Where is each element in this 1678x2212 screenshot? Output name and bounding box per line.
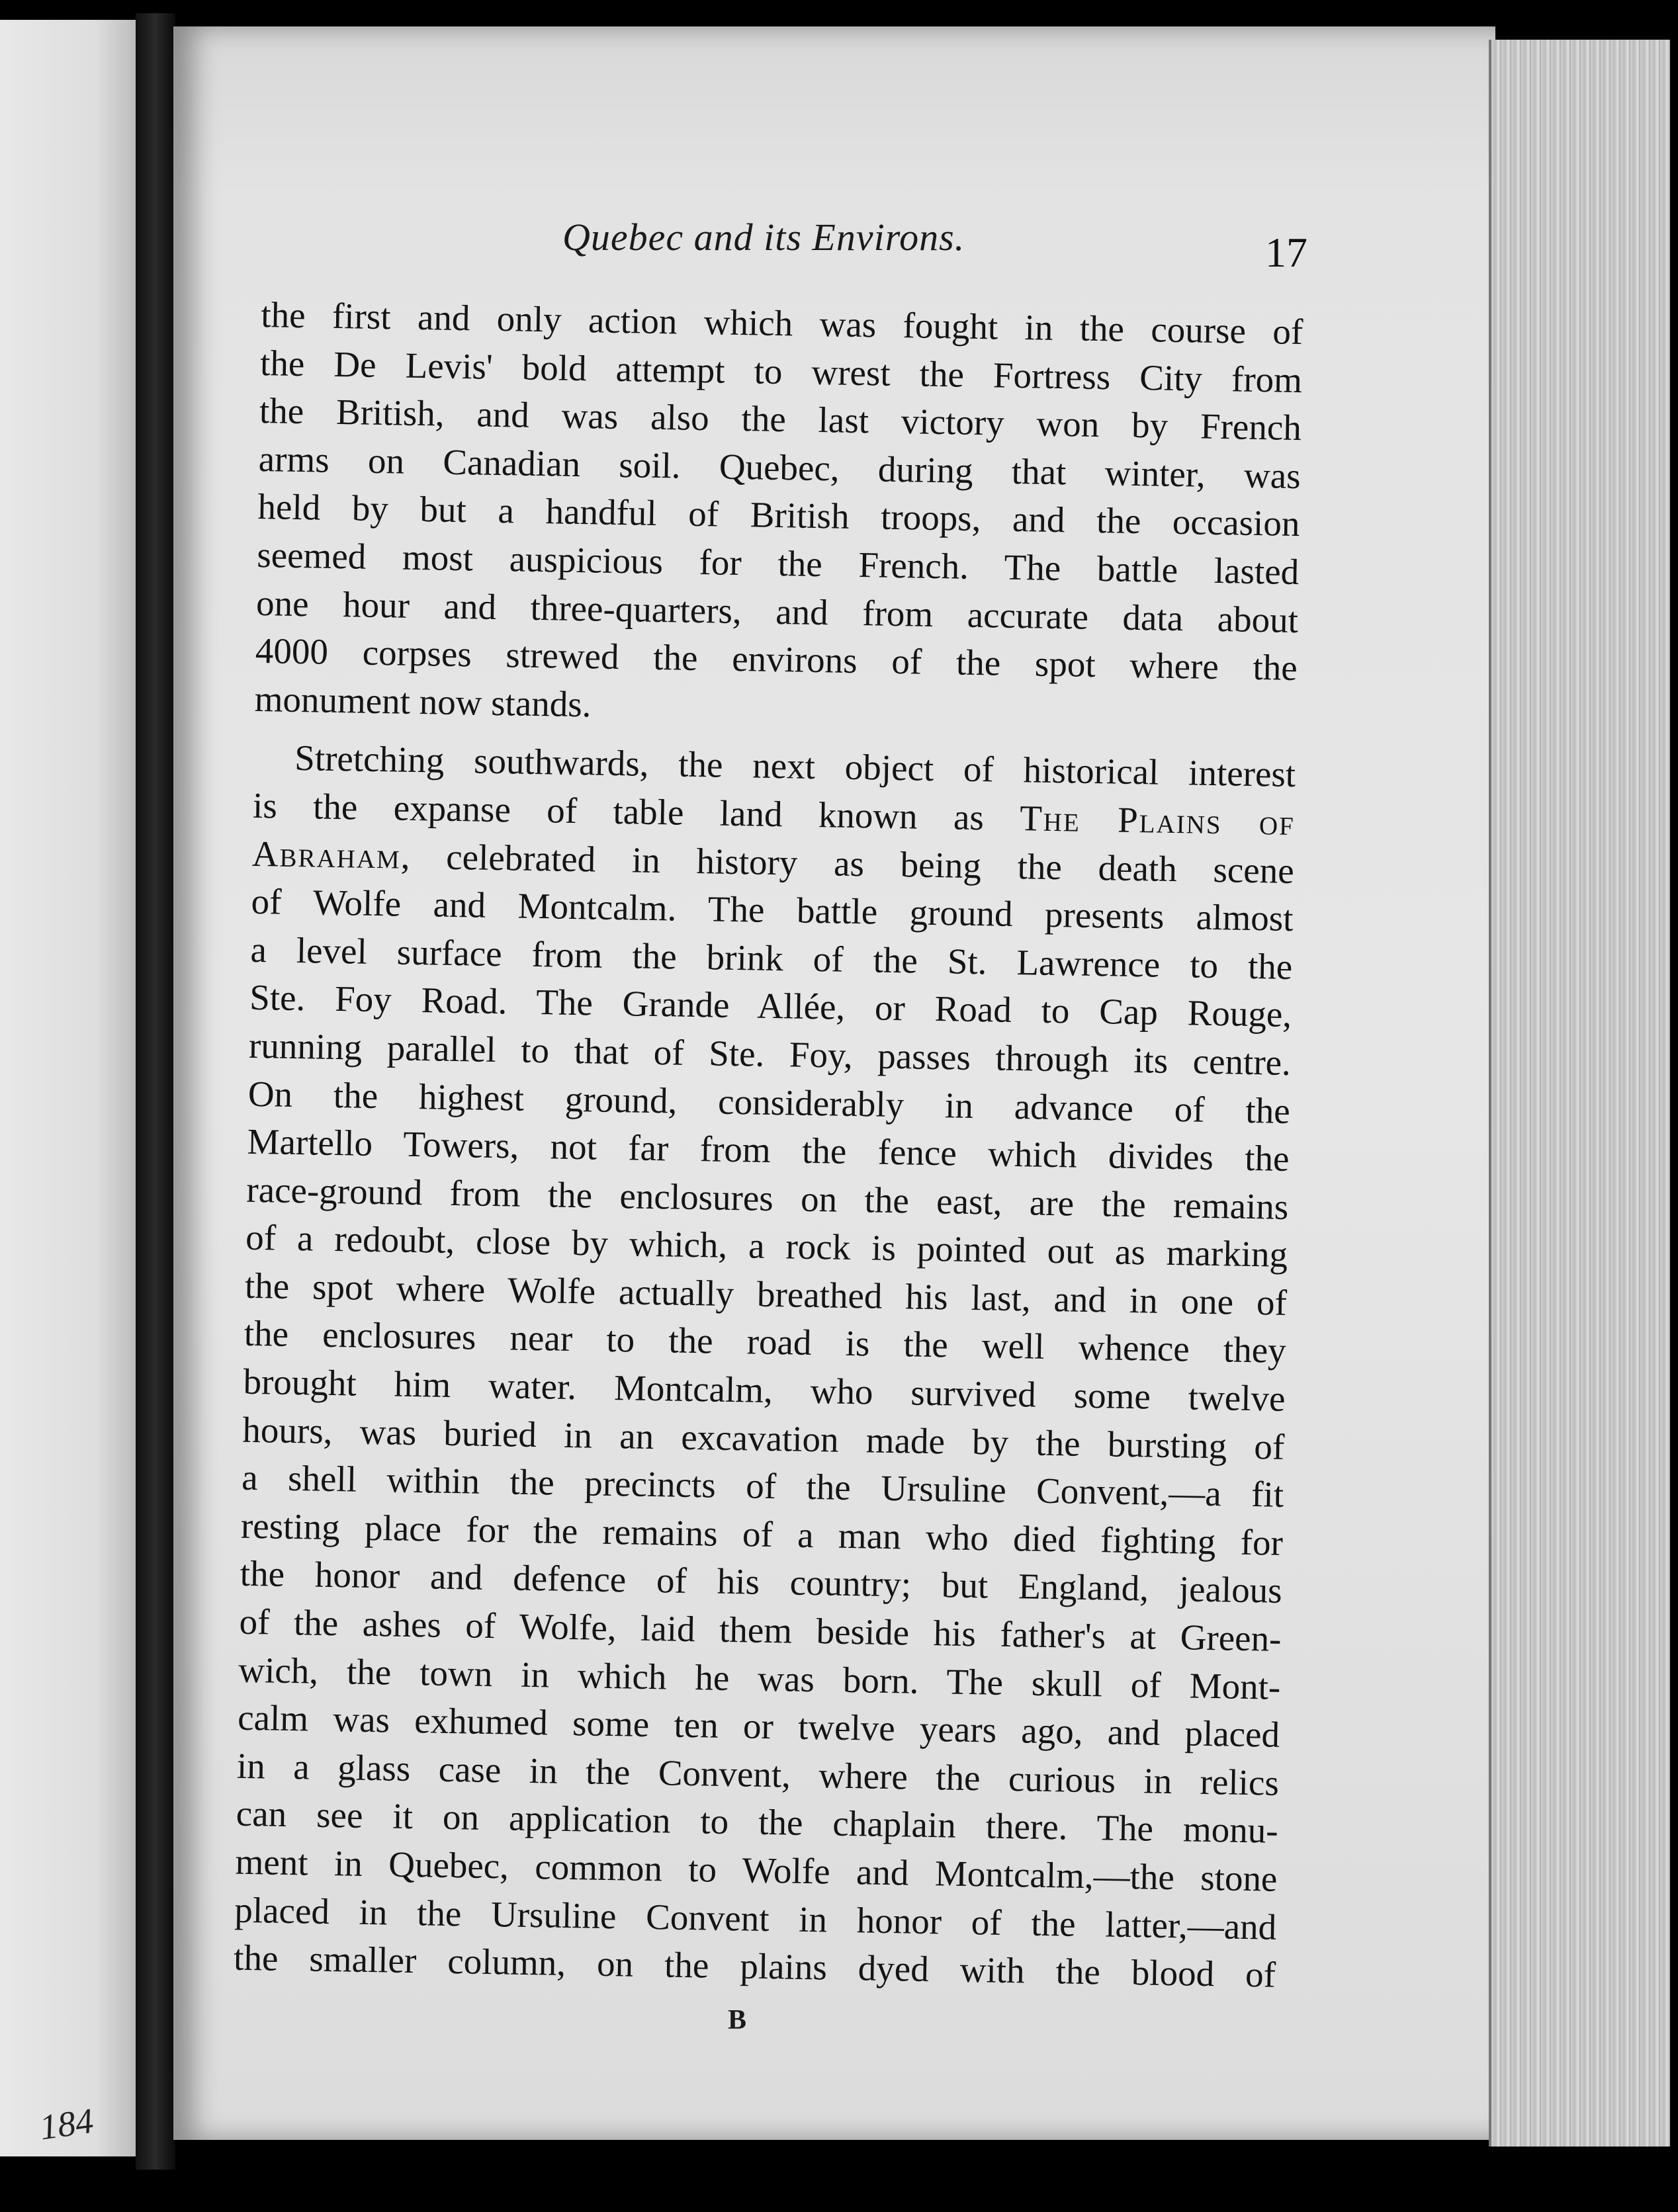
text-line: the first and only action which was fought in the course of [260, 294, 1303, 353]
book-gutter [136, 13, 175, 2170]
text-segment: , celebrated in history as being the death scene [400, 835, 1295, 891]
place-name-smallcaps: The Plains of [1019, 798, 1296, 843]
text-segment: is the expanse of table land known as [252, 785, 985, 838]
paragraph-2 [234, 734, 1296, 1999]
text-line: the De Levis' bold attempt to wrest the Fortress City from [259, 342, 1303, 400]
text-line: the enclosures near to the road is the well whence they [243, 1313, 1287, 1371]
signature-mark: B [728, 2005, 747, 2035]
text-line: a shell within the precincts of the Ursuline Convent,—a fit [241, 1457, 1284, 1515]
text-line: hours, was buried in an excavation made by the bursting of [242, 1409, 1285, 1467]
text-line: running parallel to that of Ste. Foy, passes through its centre. [248, 1025, 1292, 1083]
page-number: 17 [1265, 229, 1307, 276]
text-line: On the highest ground, considerably in advance of the [247, 1073, 1291, 1131]
text-line: a level surface from the brink of the St. Lawrence to the [249, 929, 1293, 987]
text-line: the honor and defence of his country; but England, jealous [240, 1553, 1283, 1611]
text-line: can see it on application to the chaplain there. The monu- [236, 1793, 1279, 1851]
text-line: held by but a handful of British troops, and the occasion [257, 486, 1300, 544]
text-line: ment in Quebec, common to Wolfe and Montcalm,—the stone [235, 1841, 1278, 1899]
text-line: the British, and was also the last victory won by French [259, 390, 1302, 448]
body-text [234, 291, 1303, 2000]
text-line: Stretching southwards, the next object of historical interest [294, 738, 1296, 795]
place-name-smallcaps: Abraham [251, 833, 402, 876]
text-line: Martello Towers, not far from the fence which divides the [247, 1121, 1290, 1179]
text-line: seemed most auspicious for the French. The battle lasted [256, 534, 1300, 593]
text-line: the spot where Wolfe actually breathed his last, and in one of [244, 1265, 1288, 1323]
text-line: in a glass case in the Convent, where the curious in relics [236, 1745, 1280, 1803]
text-line: arms on Canadian soil. Quebec, during that winter, was [258, 438, 1302, 496]
text-line: race-ground from the enclosures on the east, are the remains [245, 1169, 1289, 1227]
text-line: placed in the Ursuline Convent in honor of the latter,—and [234, 1889, 1277, 1947]
text-line: Ste. Foy Road. The Grande Allée, or Road to Cap Rouge, [249, 977, 1292, 1035]
text-line: the smaller column, on the plains dyed with the blood of [233, 1937, 1276, 1995]
text-line: monument now stands. [254, 678, 592, 725]
facing-page [0, 20, 140, 2156]
text-line: 4000 corpses strewed the environs of the spot where the [255, 630, 1298, 689]
text-line: of the ashes of Wolfe, laid them beside his father's at Green- [239, 1601, 1282, 1659]
text-line: resting place for the remains of a man who died fighting for [240, 1505, 1284, 1563]
margin-note: 184 [37, 2100, 96, 2148]
text-line: calm was exhumed some ten or twelve years ago, and placed [237, 1697, 1280, 1756]
text-line: brought him water. Montcalm, who survived some twelve [243, 1361, 1286, 1419]
page-edges [1489, 40, 1670, 2147]
paragraph-1 [254, 291, 1303, 740]
text-line: of Wolfe and Montcalm. The battle ground presents almost [251, 881, 1294, 939]
running-title: Quebec and its Environs. [562, 216, 965, 259]
text-line: of a redoubt, close by which, a rock is pointed out as marking [245, 1217, 1288, 1275]
text-line: one hour and three-quarters, and from accurate data about [255, 582, 1299, 640]
text-line: wich, the town in which he was born. The skull of Mont- [238, 1649, 1281, 1707]
